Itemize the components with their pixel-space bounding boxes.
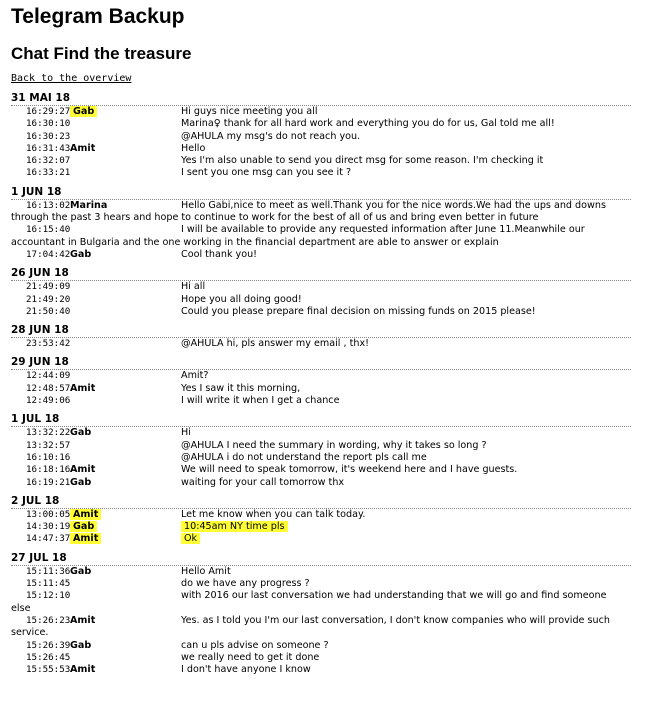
message-sender	[70, 464, 95, 476]
message-text	[11, 395, 631, 407]
message-row	[11, 131, 644, 143]
message-row	[11, 167, 644, 179]
message-row	[11, 427, 644, 439]
message-time: 12:49:06	[26, 395, 71, 407]
day-date-heading: 29 JUN 18	[11, 356, 631, 370]
message-time: 15:26:45	[26, 651, 71, 663]
message-text-content: waiting for your call tomorrow thx	[181, 476, 345, 488]
message-time: 16:15:40	[26, 224, 71, 236]
message-row	[11, 578, 644, 590]
message-text	[11, 106, 631, 118]
sender-name: Gab	[70, 106, 97, 117]
sender-name: Amit	[70, 464, 96, 476]
day-date-heading: 1 JUN 18	[11, 186, 631, 200]
message-time: 15:55:53	[26, 664, 71, 676]
message-text-content: I will write it when I get a chance	[181, 395, 340, 407]
message-row	[11, 106, 644, 118]
message-time: 13:32:22	[26, 427, 71, 439]
message-text	[11, 370, 631, 382]
message-time: 16:30:10	[26, 118, 71, 130]
message-text-content: Let me know when you can talk today.	[181, 508, 366, 520]
message-text	[11, 452, 631, 464]
message-time: 23:53:42	[26, 338, 71, 350]
message-text	[11, 131, 631, 143]
message-time: 16:32:07	[26, 155, 71, 167]
message-text-content: Amit?	[181, 370, 209, 382]
message-time: 17:04:42	[26, 248, 71, 260]
day-date-heading: 26 JUN 18	[11, 267, 631, 281]
message-row	[11, 118, 644, 130]
message-text	[11, 294, 631, 306]
message-text-content: Hi	[181, 427, 191, 439]
message-text	[11, 533, 631, 545]
message-sender	[70, 509, 101, 521]
message-time: 21:49:20	[26, 293, 71, 305]
message-text	[11, 566, 631, 578]
message-sender	[70, 664, 95, 676]
message-text-content: with 2016 our last conversation we had understanding that we will go and find someone else	[11, 590, 607, 614]
message-sender	[70, 566, 91, 578]
message-text-content: I don't have anyone I know	[181, 664, 311, 676]
message-time: 16:33:21	[26, 167, 71, 179]
day-date-heading: 27 JUL 18	[11, 552, 631, 566]
day-date-heading: 2 JUL 18	[11, 495, 631, 509]
message-sender	[70, 615, 95, 627]
message-time: 12:44:09	[26, 370, 71, 382]
message-text-content: I will be available to provide any requested information after June 11.Meanwhile our accountant in Bulgaria and the one working in the financial department are able to answer or explain	[11, 224, 585, 248]
sender-name: Gab	[70, 565, 92, 577]
message-text	[11, 167, 631, 179]
message-text-content: Hello Gabi,nice to meet as well.Thank you for the nice words.We had the ups and downs through the past 3 hears and hope to continue to work for the best of all of us and bring even better in future	[11, 199, 606, 224]
day-section	[11, 186, 644, 261]
message-time: 15:26:23	[26, 614, 71, 626]
sender-name: Amit	[70, 382, 96, 394]
message-text	[11, 640, 631, 652]
sender-name: Gab	[70, 248, 92, 260]
message-time: 16:18:16	[26, 464, 71, 476]
message-time: 16:10:16	[26, 451, 71, 463]
message-text-content: Could you please prepare final decision on missing funds on 2015 please!	[181, 305, 536, 317]
day-section	[11, 495, 644, 546]
message-time: 13:32:57	[26, 439, 71, 451]
message-sender	[70, 200, 107, 212]
message-row	[11, 249, 644, 261]
day-date-heading: 28 JUN 18	[11, 324, 631, 338]
message-text	[11, 427, 631, 439]
message-row	[11, 509, 644, 521]
message-text-content: Hope you all doing good!	[181, 293, 302, 305]
message-text	[11, 118, 631, 130]
message-row	[11, 200, 644, 225]
chat-log	[11, 92, 644, 676]
message-text-content: Marina♀ thank for all hard work and everything you do for us, Gal told me all!	[181, 118, 555, 130]
message-text-content: @AHULA i do not understand the report pls call me	[181, 451, 427, 463]
message-row	[11, 143, 644, 155]
message-sender	[70, 143, 95, 155]
day-section	[11, 356, 644, 407]
message-row	[11, 440, 644, 452]
sender-name: Amit	[70, 664, 96, 676]
message-sender	[70, 533, 101, 545]
message-text-content: can u pls advise on someone ?	[181, 639, 329, 651]
message-row	[11, 395, 644, 407]
message-sender	[70, 106, 97, 118]
message-sender	[70, 427, 91, 439]
message-text	[11, 224, 616, 249]
page-title: Telegram Backup	[11, 5, 185, 28]
message-time: 16:13:02	[26, 199, 71, 211]
message-row	[11, 533, 644, 545]
chat-title: Chat Find the treasure	[11, 44, 192, 63]
sender-name: Amit	[70, 614, 96, 626]
sender-name: Marina	[70, 199, 108, 211]
message-text-content: Hi guys nice meeting you all	[181, 106, 318, 117]
message-text-content: @AHULA hi, pls answer my email , thx!	[181, 338, 369, 350]
sender-name: Amit	[70, 533, 101, 544]
day-section	[11, 413, 644, 488]
message-text	[11, 477, 631, 489]
message-row	[11, 464, 644, 476]
message-time: 16:30:23	[26, 130, 71, 142]
message-time: 21:49:09	[26, 281, 71, 293]
day-section	[11, 92, 644, 180]
message-row	[11, 566, 644, 578]
sender-name: Gab	[70, 639, 92, 651]
day-date-heading: 1 JUL 18	[11, 413, 631, 427]
message-time: 15:12:10	[26, 590, 71, 602]
message-sender	[70, 521, 97, 533]
message-sender	[70, 249, 91, 261]
day-date-heading: 31 MAI 18	[11, 92, 631, 106]
message-row	[11, 294, 644, 306]
message-text-content: @AHULA my msg's do not reach you.	[181, 130, 361, 142]
back-to-overview-link[interactable]: Back to the overview	[11, 73, 132, 84]
message-text	[11, 652, 631, 664]
message-row	[11, 452, 644, 464]
message-row	[11, 306, 644, 318]
day-section	[11, 267, 644, 318]
message-text	[11, 464, 631, 476]
message-time: 16:31:43	[26, 142, 71, 154]
message-text	[11, 143, 631, 155]
message-text	[11, 155, 631, 167]
message-text	[11, 249, 631, 261]
message-text-content: We will need to speak tomorrow, it's weekend here and I have guests.	[181, 464, 518, 476]
sender-name: Gab	[70, 476, 92, 488]
message-text	[11, 664, 631, 676]
message-row	[11, 590, 644, 615]
message-row	[11, 224, 644, 249]
message-text-content: Yes. as I told you I'm our last conversation, I don't know companies who will provide such service.	[11, 614, 610, 639]
message-row	[11, 640, 644, 652]
message-row	[11, 664, 644, 676]
message-row	[11, 281, 644, 293]
message-text	[11, 615, 616, 640]
message-text	[11, 578, 631, 590]
message-text-content: Ok	[181, 533, 200, 544]
message-row	[11, 521, 644, 533]
message-time: 12:48:57	[26, 382, 71, 394]
message-text-content: @AHULA I need the summary in wording, why it takes so long ?	[181, 439, 487, 451]
message-time: 13:00:05	[26, 508, 71, 520]
day-section	[11, 324, 644, 350]
message-text-content: Yes I'm also unable to send you direct msg for some reason. I'm checking it	[181, 155, 544, 167]
message-text	[11, 509, 631, 521]
sender-name: Amit	[70, 509, 101, 520]
message-row	[11, 155, 644, 167]
message-text-content: do we have any progress ?	[181, 578, 310, 590]
message-text	[11, 281, 631, 293]
message-text	[11, 383, 631, 395]
message-row	[11, 383, 644, 395]
message-row	[11, 652, 644, 664]
message-sender	[70, 477, 91, 489]
sender-name: Gab	[70, 427, 92, 439]
message-sender	[70, 640, 91, 652]
message-text-content: we really need to get it done	[181, 651, 320, 663]
message-text	[11, 440, 631, 452]
message-time: 16:29:27	[26, 106, 71, 117]
message-time: 15:11:45	[26, 578, 71, 590]
sender-name: Gab	[70, 521, 97, 532]
message-text-content: Hi all	[181, 281, 206, 293]
message-sender	[70, 383, 95, 395]
message-text	[11, 521, 631, 533]
message-time: 14:30:19	[26, 521, 71, 533]
message-time: 15:26:39	[26, 639, 71, 651]
sender-name: Amit	[70, 142, 96, 154]
message-time: 21:50:40	[26, 305, 71, 317]
message-text-content: Hello Amit	[181, 565, 231, 577]
message-text-content: I sent you one msg can you see it ?	[181, 167, 352, 179]
day-section	[11, 552, 644, 677]
message-text-content: 10:45am NY time pls	[181, 521, 288, 532]
message-time: 16:19:21	[26, 476, 71, 488]
message-text-content: Yes I saw it this morning,	[181, 382, 301, 394]
message-text	[11, 306, 631, 318]
message-text	[11, 590, 616, 615]
message-text-content: Hello	[181, 142, 206, 154]
message-row	[11, 370, 644, 382]
message-row	[11, 338, 644, 350]
message-time: 14:47:37	[26, 533, 71, 545]
message-text-content: Cool thank you!	[181, 248, 258, 260]
message-text	[11, 338, 631, 350]
message-row	[11, 477, 644, 489]
message-row	[11, 615, 644, 640]
message-time: 15:11:36	[26, 565, 71, 577]
